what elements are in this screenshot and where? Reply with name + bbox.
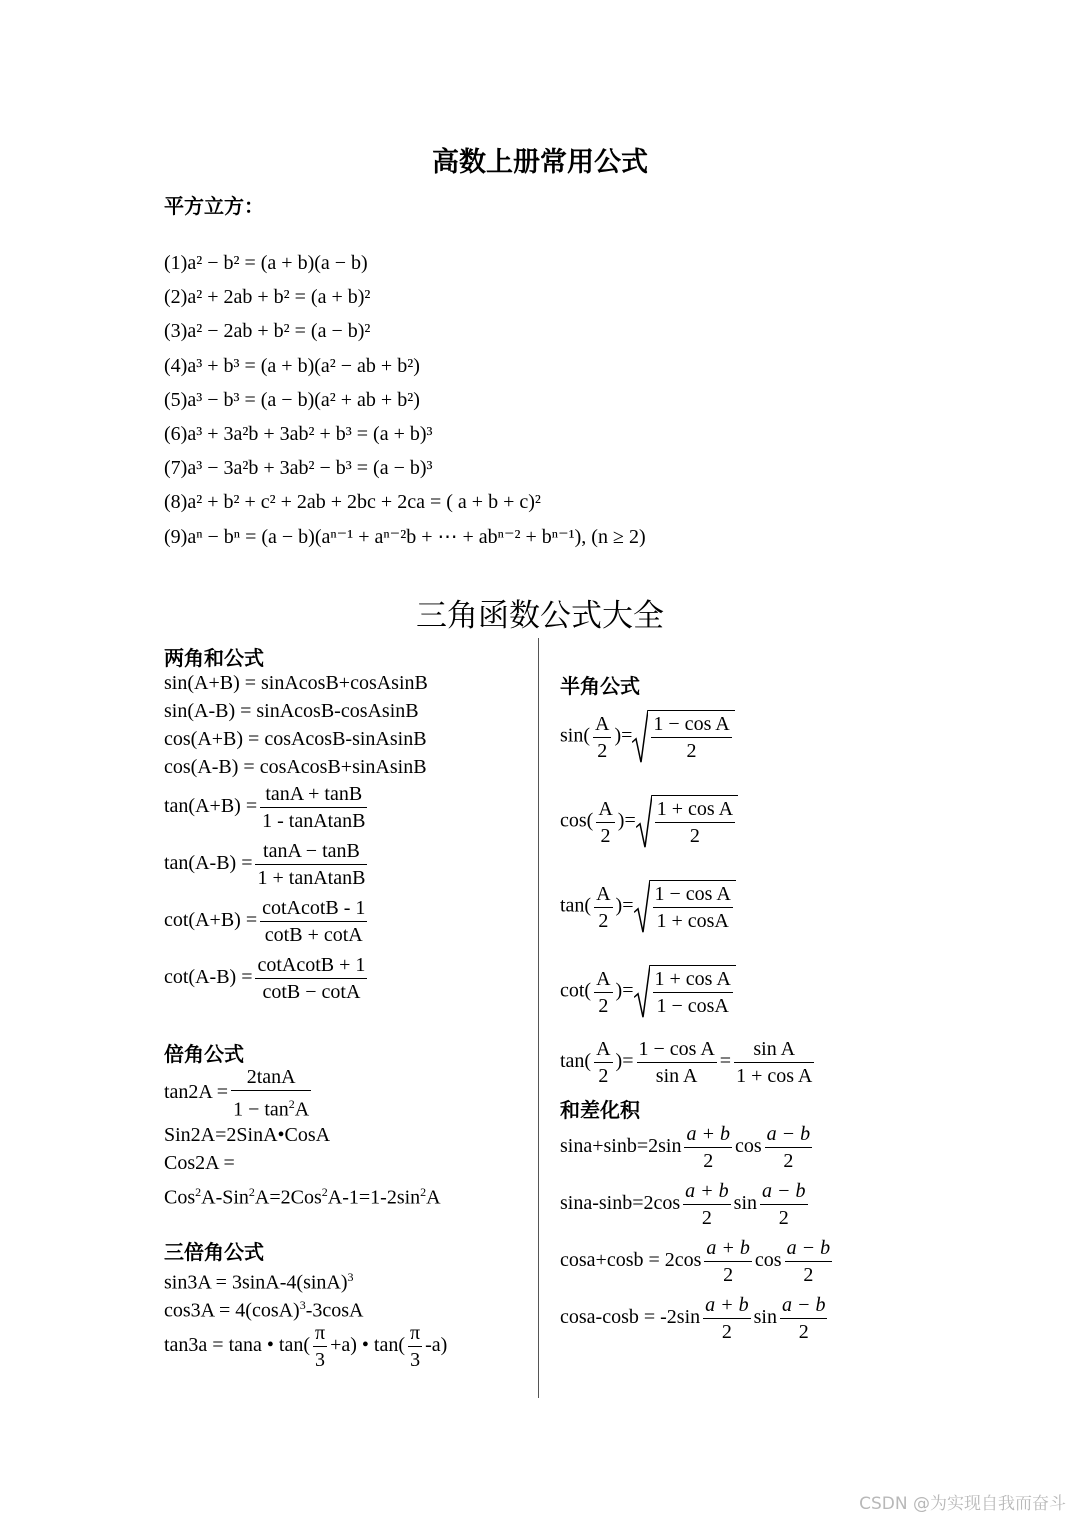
text-part: A xyxy=(426,1186,441,1209)
numerator: A xyxy=(594,1036,612,1063)
denominator: 2 xyxy=(783,1150,794,1172)
numerator: 1 − cos A xyxy=(651,711,731,738)
square-root xyxy=(632,710,734,764)
denominator: 2 xyxy=(721,1321,732,1343)
fn-name: sin xyxy=(733,1192,757,1215)
fraction xyxy=(260,895,367,948)
radical-sign-icon xyxy=(636,795,652,849)
sum-to-product-formula xyxy=(560,1292,830,1345)
fraction xyxy=(255,838,367,891)
cos2a-expansion xyxy=(164,1178,441,1212)
fraction xyxy=(594,966,612,1019)
formula-line: Cos2A = xyxy=(164,1152,235,1174)
numerator: a − b xyxy=(765,1121,813,1148)
double-angle-heading: 倍角公式 xyxy=(164,1042,244,1066)
triple-angle-heading: 三倍角公式 xyxy=(164,1240,264,1264)
numerator: 1 + cos A xyxy=(655,796,735,823)
formula-line: (6)a³ + 3a²b + 3ab² + b³ = (a + b)³ xyxy=(164,422,433,445)
fraction xyxy=(780,1292,828,1345)
column-divider xyxy=(538,638,539,1398)
text-part: +a) • tan( xyxy=(330,1334,406,1357)
fraction xyxy=(260,781,367,834)
sum-to-product-heading: 和差化积 xyxy=(560,1098,640,1122)
cot-diff-formula xyxy=(164,952,370,1005)
text-part: A=2Cos xyxy=(254,1186,322,1209)
half-sin-formula xyxy=(560,710,735,764)
half-angle-heading: 半角公式 xyxy=(560,674,640,698)
den-text: 1 − tan xyxy=(233,1098,289,1121)
formula-line: (4)a³ + b³ = (a + b)(a² − ab + b²) xyxy=(164,354,420,377)
fraction xyxy=(231,1064,311,1123)
fn-name: cos( xyxy=(560,809,594,832)
formula-line: cos(A+B) = cosAcosB-sinAsinB xyxy=(164,728,427,750)
square-cube-list xyxy=(164,246,646,554)
numerator: 1 + cos A xyxy=(653,966,733,993)
numerator: π xyxy=(408,1320,422,1347)
numerator: a − b xyxy=(760,1178,808,1205)
fn-name: cot( xyxy=(560,979,592,1002)
formula-lhs: tan(A-B) = xyxy=(164,852,253,875)
denominator: cotB − cotA xyxy=(262,981,361,1003)
fraction xyxy=(703,1292,751,1345)
exponent: 2 xyxy=(288,1097,295,1111)
text-part: )= xyxy=(615,979,634,1002)
formula-line: (7)a³ − 3a²b + 3ab² − b³ = (a − b)³ xyxy=(164,457,433,480)
exponent: 2 xyxy=(248,1185,255,1199)
text-part: cos3A = 4(cosA) xyxy=(164,1299,300,1322)
numerator: 1 − cos A xyxy=(637,1036,717,1063)
text-part: )= xyxy=(617,809,636,832)
sum-formula-heading: 两角和公式 xyxy=(164,646,264,670)
denominator: 2 xyxy=(598,1065,609,1087)
cot-sum-formula xyxy=(164,895,370,948)
fn-name: tan( xyxy=(560,1050,592,1073)
denominator: 1 + cos A xyxy=(736,1065,813,1087)
fraction xyxy=(594,881,612,934)
text-part: )= xyxy=(615,894,634,917)
trig-title: 三角函数公式大全 xyxy=(416,598,664,634)
numerator: π xyxy=(313,1320,327,1347)
fraction xyxy=(653,966,733,1019)
text-part: A-Sin xyxy=(201,1186,249,1209)
fn-name: sin xyxy=(753,1306,777,1329)
den-text: A xyxy=(294,1098,310,1121)
fraction xyxy=(785,1235,833,1288)
denominator: 1 - tanAtanB xyxy=(262,810,366,832)
text-part: A-1=1-2sin xyxy=(327,1186,421,1209)
sum-to-product-formula xyxy=(560,1178,811,1231)
numerator: A xyxy=(594,966,612,993)
text-part: -a) xyxy=(425,1334,448,1357)
fraction xyxy=(594,1036,612,1089)
formula-lhs: tan2A = xyxy=(164,1080,229,1103)
sum-to-product-formula xyxy=(560,1235,835,1288)
formula-line: (3)a² − 2ab + b² = (a − b)² xyxy=(164,320,371,343)
numerator: tanA + tanB xyxy=(260,781,367,808)
formula-lhs: cot(A+B) = xyxy=(164,909,258,932)
formula-line: cos(A-B) = cosAcosB+sinAsinB xyxy=(164,756,427,778)
denominator: 2 xyxy=(597,739,608,762)
tan-sum-formula xyxy=(164,781,370,834)
fraction xyxy=(596,796,614,849)
denominator: 1 + tanAtanB xyxy=(257,867,366,889)
formula-lhs: cosa-cosb = -2sin xyxy=(560,1306,701,1329)
radical-sign-icon xyxy=(632,710,648,764)
square-root xyxy=(634,880,736,934)
fraction xyxy=(637,1036,717,1089)
exponent: 3 xyxy=(347,1270,354,1284)
denominator: 1 + cosA xyxy=(656,910,729,932)
formula-line: (9)aⁿ − bⁿ = (a − b)(aⁿ⁻¹ + aⁿ⁻²b + ⋯ + abⁿ⁻² + bⁿ⁻¹), (n ≥ 2) xyxy=(164,525,646,548)
formula-lhs: sina+sinb=2sin xyxy=(560,1135,682,1158)
fraction xyxy=(651,711,731,764)
formula-lhs: tan(A+B) = xyxy=(164,795,258,818)
numerator: A xyxy=(594,881,612,908)
fn-name: sin( xyxy=(560,724,590,747)
denominator: 2 xyxy=(701,1207,712,1229)
formula-line: (2)a² + 2ab + b² = (a + b)² xyxy=(164,286,371,309)
denominator: 3 xyxy=(315,1349,326,1371)
numerator: a − b xyxy=(780,1292,828,1319)
watermark: CSDN @为实现自我而奋斗 xyxy=(859,1494,1066,1514)
fraction xyxy=(593,711,611,764)
tan-diff-formula xyxy=(164,838,370,891)
numerator: cotAcotB + 1 xyxy=(255,952,367,979)
half-tan-alt-formula xyxy=(560,1036,817,1089)
denominator: cotB + cotA xyxy=(264,924,363,946)
fn-name: cos xyxy=(754,1249,782,1272)
text-part: Cos xyxy=(164,1186,196,1209)
formula-lhs: sina-sinb=2cos xyxy=(560,1192,681,1215)
square-root xyxy=(634,965,736,1019)
exponent: 2 xyxy=(321,1185,328,1199)
denominator xyxy=(231,1091,311,1123)
square-cube-heading: 平方立方： xyxy=(164,194,264,218)
numerator: a + b xyxy=(703,1292,751,1319)
fraction xyxy=(704,1235,752,1288)
denominator: 2 xyxy=(798,1321,809,1343)
radical-sign-icon xyxy=(634,965,650,1019)
denominator: 2 xyxy=(689,825,700,847)
sum-to-product-formula xyxy=(560,1121,815,1174)
fraction xyxy=(683,1178,731,1231)
numerator: tanA − tanB xyxy=(255,838,367,865)
page-title: 高数上册常用公式 xyxy=(432,147,648,178)
denominator: 2 xyxy=(778,1207,789,1229)
text-part: sin3A = 3sinA-4(sinA) xyxy=(164,1271,348,1294)
square-root xyxy=(636,795,738,849)
half-cot-formula xyxy=(560,965,736,1019)
numerator: a + b xyxy=(684,1121,732,1148)
numerator: 1 − cos A xyxy=(653,881,733,908)
numerator: cotAcotB - 1 xyxy=(260,895,367,922)
text-part: )= xyxy=(614,724,633,747)
text-part: tan3a = tana • tan( xyxy=(164,1334,310,1357)
denominator: 2 xyxy=(686,740,697,762)
formula-line: sin(A-B) = sinAcosB-cosAsinB xyxy=(164,700,419,722)
exponent: 3 xyxy=(299,1298,306,1312)
exponent: 2 xyxy=(420,1185,427,1199)
denominator: 3 xyxy=(410,1349,421,1371)
exponent: 2 xyxy=(195,1185,202,1199)
fraction xyxy=(255,952,367,1005)
denominator: 2 xyxy=(703,1150,714,1172)
fraction xyxy=(313,1320,327,1373)
numerator: A xyxy=(596,796,614,823)
text-part: -3cosA xyxy=(305,1299,364,1322)
fraction xyxy=(653,881,733,934)
numerator: A xyxy=(593,711,611,738)
fn-name: cos xyxy=(734,1135,762,1158)
fraction xyxy=(765,1121,813,1174)
denominator: 2 xyxy=(803,1264,814,1286)
tan2a-formula xyxy=(164,1064,314,1123)
numerator: a + b xyxy=(683,1178,731,1205)
denominator: sin A xyxy=(655,1065,698,1087)
fraction xyxy=(408,1320,422,1373)
denominator: 2 xyxy=(723,1264,734,1286)
radical-sign-icon xyxy=(634,880,650,934)
half-tan-formula xyxy=(560,880,736,934)
denominator: 2 xyxy=(598,994,609,1017)
fraction xyxy=(734,1036,814,1089)
formula-line: sin(A+B) = sinAcosB+cosAsinB xyxy=(164,672,428,694)
numerator: 2tanA xyxy=(231,1064,311,1091)
denominator: 2 xyxy=(598,909,609,932)
numerator: a − b xyxy=(785,1235,833,1262)
formula-lhs: cosa+cosb = 2cos xyxy=(560,1249,702,1272)
formula-line: (5)a³ − b³ = (a − b)(a² + ab + b²) xyxy=(164,388,420,411)
text-part: )= xyxy=(615,1050,634,1073)
numerator: a + b xyxy=(704,1235,752,1262)
fn-name: tan( xyxy=(560,894,592,917)
fraction xyxy=(684,1121,732,1174)
fraction xyxy=(760,1178,808,1231)
half-cos-formula xyxy=(560,795,738,849)
formula-lhs: cot(A-B) = xyxy=(164,966,253,989)
formula-line: Sin2A=2SinA•CosA xyxy=(164,1124,331,1146)
fraction xyxy=(655,796,735,849)
formula-line: (1)a² − b² = (a + b)(a − b) xyxy=(164,252,368,274)
tan3a-formula xyxy=(164,1320,447,1373)
denominator: 2 xyxy=(600,824,611,847)
denominator: 1 − cosA xyxy=(656,995,729,1017)
numerator: sin A xyxy=(734,1036,814,1063)
equals-sign: = xyxy=(719,1050,732,1073)
formula-line: (8)a² + b² + c² + 2ab + 2bc + 2ca = ( a + b + c)² xyxy=(164,491,541,514)
